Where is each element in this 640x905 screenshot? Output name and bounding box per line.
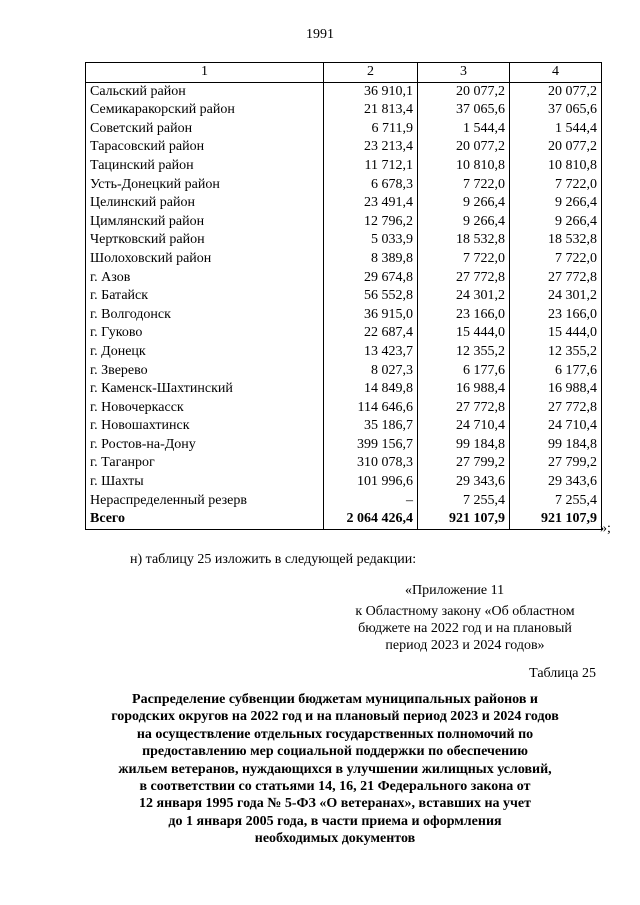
amount-cell: 36 910,1 <box>324 82 418 101</box>
title-line: городских округов на 2022 год и на плановый период 2023 и 2024 годов <box>111 709 559 725</box>
amount-cell: 12 355,2 <box>510 343 602 362</box>
amount-cell: 27 772,8 <box>510 269 602 288</box>
amount-cell: 6 678,3 <box>324 176 418 195</box>
table-row <box>86 213 602 232</box>
title-line: до 1 января 2005 года, в части приема и оформления <box>168 813 502 829</box>
amount-cell: 1 544,4 <box>510 120 602 139</box>
page-number: 1991 <box>306 27 334 42</box>
territory-name-cell: г. Азов <box>86 269 324 288</box>
table-row <box>86 157 602 176</box>
territory-name-cell: Нераспределенный резерв <box>86 492 324 511</box>
amount-cell: 16 988,4 <box>418 380 510 399</box>
amount-cell: 7 255,4 <box>418 492 510 511</box>
territory-name-cell: г. Зверево <box>86 362 324 381</box>
amount-cell: 12 355,2 <box>418 343 510 362</box>
amount-cell: 6 711,9 <box>324 120 418 139</box>
amount-cell: 27 799,2 <box>418 454 510 473</box>
territory-name-cell: г. Новошахтинск <box>86 417 324 436</box>
territory-name-cell: Семикаракорский район <box>86 101 324 120</box>
amount-cell: 24 301,2 <box>418 287 510 306</box>
amount-cell: 27 772,8 <box>418 269 510 288</box>
amount-cell: 9 266,4 <box>418 194 510 213</box>
amount-cell: 8 389,8 <box>324 250 418 269</box>
amount-cell: 37 065,6 <box>510 101 602 120</box>
column-header: 2 <box>324 63 418 83</box>
appendix-title: «Приложение 11 <box>405 583 505 598</box>
territory-name-cell: Цимлянский район <box>86 213 324 232</box>
amount-cell: 7 255,4 <box>510 492 602 511</box>
territory-name-cell: г. Ростов-на-Дону <box>86 436 324 455</box>
total-suffix: »; <box>600 521 611 536</box>
amount-cell: 12 796,2 <box>324 213 418 232</box>
title-line: Распределение субвенции бюджетам муниципальных районов и <box>132 692 538 707</box>
amount-cell: 27 772,8 <box>510 399 602 418</box>
amount-cell: 24 301,2 <box>510 287 602 306</box>
amount-cell: 23 166,0 <box>510 306 602 325</box>
amount-cell: 23 213,4 <box>324 138 418 157</box>
amount-cell: 9 266,4 <box>510 213 602 232</box>
amount-cell: – <box>324 492 418 511</box>
territory-name-cell: г. Батайск <box>86 287 324 306</box>
amount-cell: 15 444,0 <box>418 324 510 343</box>
territory-name-cell: Чертковский район <box>86 231 324 250</box>
title-line: жильем ветеранов, нуждающихся в улучшении жилищных условий, <box>118 761 552 777</box>
amount-cell: 101 996,6 <box>324 473 418 492</box>
table-row <box>86 306 602 325</box>
amount-cell: 21 813,4 <box>324 101 418 120</box>
amount-cell: 36 915,0 <box>324 306 418 325</box>
table-row <box>86 454 602 473</box>
subvention-table <box>85 62 602 530</box>
amount-cell: 7 722,0 <box>418 176 510 195</box>
territory-name-cell: Советский район <box>86 120 324 139</box>
table-row <box>86 269 602 288</box>
amount-cell: 6 177,6 <box>510 362 602 381</box>
column-header: 3 <box>418 63 510 83</box>
amount-cell: 23 491,4 <box>324 194 418 213</box>
column-header: 1 <box>86 63 324 83</box>
amount-cell: 27 772,8 <box>418 399 510 418</box>
amount-cell: 9 266,4 <box>418 213 510 232</box>
amount-cell: 27 799,2 <box>510 454 602 473</box>
table-row <box>86 362 602 381</box>
total-amount-cell: 921 107,9 <box>510 510 602 529</box>
appendix-line: период 2023 и 2024 годов» <box>385 638 545 653</box>
table-row <box>86 176 602 195</box>
amount-cell: 22 687,4 <box>324 324 418 343</box>
amount-cell: 18 532,8 <box>510 231 602 250</box>
territory-name-cell: г. Таганрог <box>86 454 324 473</box>
table-label: Таблица 25 <box>529 666 596 681</box>
amount-cell: 13 423,7 <box>324 343 418 362</box>
amount-cell: 14 849,8 <box>324 380 418 399</box>
table-row <box>86 492 602 511</box>
territory-name-cell: Целинский район <box>86 194 324 213</box>
amount-cell: 99 184,8 <box>418 436 510 455</box>
amount-cell: 24 710,4 <box>510 417 602 436</box>
title-line: 12 января 1995 года № 5-ФЗ «О ветеранах», вставших на учет <box>139 796 531 812</box>
table-row <box>86 101 602 120</box>
table-row <box>86 473 602 492</box>
amount-cell: 20 077,2 <box>510 82 602 101</box>
table-row <box>86 324 602 343</box>
amount-cell: 37 065,6 <box>418 101 510 120</box>
table-total-row <box>86 510 602 529</box>
amount-cell: 24 710,4 <box>418 417 510 436</box>
amount-cell: 8 027,3 <box>324 362 418 381</box>
territory-name-cell: Тарасовский район <box>86 138 324 157</box>
territory-name-cell: Усть-Донецкий район <box>86 176 324 195</box>
title-line: в соответствии со статьями 14, 16, 21 Федерального закона от <box>139 779 531 795</box>
title-line: на осуществление отдельных государственных полномочий по <box>136 726 534 742</box>
amount-cell: 20 077,2 <box>418 82 510 101</box>
territory-name-cell: г. Донецк <box>86 343 324 362</box>
amount-cell: 20 077,2 <box>418 138 510 157</box>
appendix-line: к Областному закону «Об областном <box>355 604 575 619</box>
document-title <box>80 691 590 848</box>
table-row <box>86 436 602 455</box>
amount-cell: 29 343,6 <box>510 473 602 492</box>
amount-cell: 29 674,8 <box>324 269 418 288</box>
table-row <box>86 82 602 101</box>
territory-name-cell: Тацинский район <box>86 157 324 176</box>
territory-name-cell: г. Гуково <box>86 324 324 343</box>
amount-cell: 114 646,6 <box>324 399 418 418</box>
amount-cell: 9 266,4 <box>510 194 602 213</box>
amount-cell: 56 552,8 <box>324 287 418 306</box>
amount-cell: 6 177,6 <box>418 362 510 381</box>
amount-cell: 7 722,0 <box>418 250 510 269</box>
appendix-reference <box>330 603 600 654</box>
territory-name-cell: г. Волгодонск <box>86 306 324 325</box>
table-row <box>86 417 602 436</box>
amount-cell: 15 444,0 <box>510 324 602 343</box>
territory-name-cell: Сальский район <box>86 82 324 101</box>
amount-cell: 29 343,6 <box>418 473 510 492</box>
amount-cell: 399 156,7 <box>324 436 418 455</box>
amount-cell: 10 810,8 <box>510 157 602 176</box>
table-row <box>86 380 602 399</box>
instruction-text: н) таблицу 25 изложить в следующей редакции: <box>130 552 417 567</box>
table-row <box>86 120 602 139</box>
amount-cell: 310 078,3 <box>324 454 418 473</box>
territory-name-cell: г. Новочеркасск <box>86 399 324 418</box>
amount-cell: 18 532,8 <box>418 231 510 250</box>
amount-cell: 7 722,0 <box>510 250 602 269</box>
amount-cell: 10 810,8 <box>418 157 510 176</box>
amount-cell: 5 033,9 <box>324 231 418 250</box>
table-row <box>86 231 602 250</box>
amount-cell: 1 544,4 <box>418 120 510 139</box>
amount-cell: 11 712,1 <box>324 157 418 176</box>
territory-name-cell: г. Шахты <box>86 473 324 492</box>
table-row <box>86 138 602 157</box>
total-amount-cell: 921 107,9 <box>418 510 510 529</box>
amount-cell: 7 722,0 <box>510 176 602 195</box>
total-label-cell: Всего <box>86 510 324 529</box>
table-header-row <box>86 63 602 83</box>
amount-cell: 99 184,8 <box>510 436 602 455</box>
table-row <box>86 399 602 418</box>
table-row <box>86 250 602 269</box>
column-header: 4 <box>510 63 602 83</box>
amount-cell: 16 988,4 <box>510 380 602 399</box>
title-line: предоставлению мер социальной поддержки по обеспечению <box>142 744 528 760</box>
amount-cell: 20 077,2 <box>510 138 602 157</box>
total-amount-cell: 2 064 426,4 <box>324 510 418 529</box>
appendix-line: бюджете на 2022 год и на плановый <box>358 621 572 636</box>
title-line: необходимых документов <box>254 831 416 847</box>
amount-cell: 23 166,0 <box>418 306 510 325</box>
table-row <box>86 287 602 306</box>
territory-name-cell: г. Каменск-Шахтинский <box>86 380 324 399</box>
territory-name-cell: Шолоховский район <box>86 250 324 269</box>
table-row <box>86 194 602 213</box>
table-body <box>86 82 602 529</box>
amount-cell: 35 186,7 <box>324 417 418 436</box>
table-row <box>86 343 602 362</box>
